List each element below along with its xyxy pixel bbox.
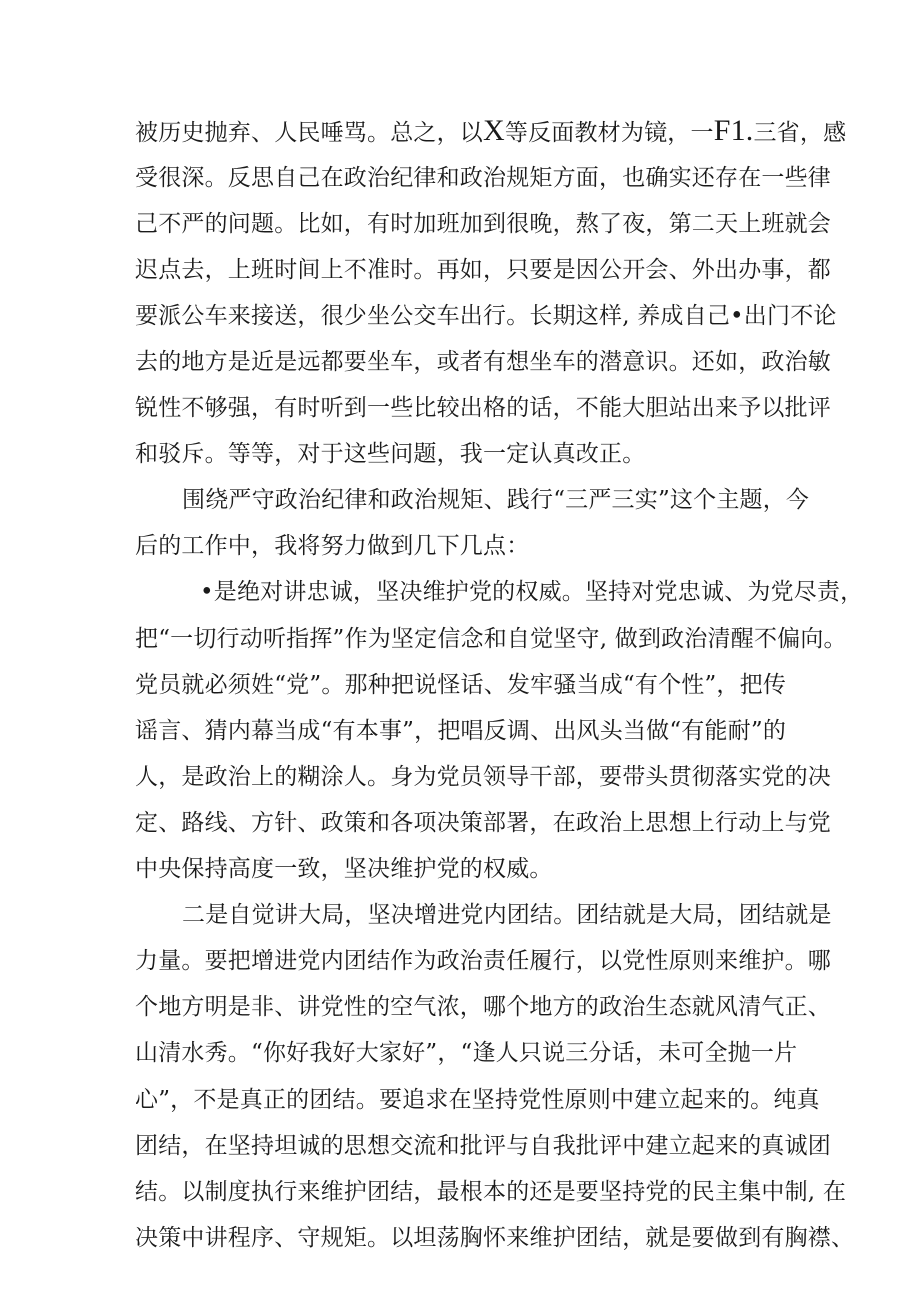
text-line: 决策中讲程序、守规矩。以坦荡胸怀来维护团结，就是要做到有胸襟、 [135,1225,855,1251]
text-line: 定、路线、方针、政策和各项决策部署，在政治上思想上行动上与党 [135,810,831,836]
text-line [135,114,847,147]
text-line: 山清水秀。“你好我好大家好”，“逢人只说三分话，未可全抛一片 [135,1040,798,1066]
text-line: 后的工作中，我将努力做到几下几点： [135,533,530,559]
text-line: 锐性不够强，有时听到一些比较出格的话，不能大胆站出来予以批评 [135,395,831,421]
text-line: 己不严的问题。比如，有时加班加到很晚，熬了夜，第二天上班就会 [135,211,831,237]
text-run-large: F1. [713,114,754,147]
text-run: 被历史抛弃、人民唾骂。总之，以 [135,120,483,146]
text-run: 三省，感 [753,120,847,146]
text-line: 要派公车来接送，很少坐公交车出行。长期这样, 养成自己•出门不论 [135,303,837,329]
text-line: 心”，不是真正的团结。要追求在坚持党性原则中建立起来的。纯真 [135,1087,820,1113]
text-line: 去的地方是近是远都要坐车，或者有想坐车的潜意识。还如，政治敏 [135,349,831,375]
text-line: 把“一切行动听指挥”作为坚定信念和自觉坚守, 做到政治清醒不偏向。 [135,626,847,652]
text-line: 个地方明是非、讲党性的空气浓，哪个地方的政治生态就风清气正、 [135,994,831,1020]
text-line: 中央保持高度一致，坚决维护党的权威。 [135,856,553,882]
text-line: 二是自觉讲大局，坚决增进党内团结。团结就是大局，团结就是 [182,902,832,928]
text-run-large: X [483,114,505,147]
text-line: 受很深。反思自己在政治纪律和政治规矩方面，也确实还存在一些律 [135,165,831,191]
text-line: 和驳斥。等等，对于这些问题，我一定认真改正。 [135,441,646,467]
text-line: 团结，在坚持坦诚的思想交流和批评与自我批评中建立起来的真诚团 [135,1133,831,1159]
text-line: 结。以制度执行来维护团结，最根本的还是要坚持党的民主集中制, 在 [135,1179,847,1205]
text-line: 力量。要把增进党内团结作为政治责任履行，以党性原则来维护。哪 [135,948,831,974]
text-line: 人，是政治上的糊涂人。身为党员领导干部，要带头贯彻落实党的决 [135,764,831,790]
text-line: 围绕严守政治纪律和政治规矩、践行“三严三实”这个主题，今 [182,487,810,513]
text-line: 党员就必须姓“党”。那种把说怪话、发牢骚当成“有个性”，把传 [135,672,787,698]
text-run: 等反面教材为镜，一 [504,120,714,146]
text-line: 迟点去，上班时间上不准时。再如，只要是因公开会、外出办事，都 [135,257,831,283]
text-line: •是绝对讲忠诚，坚决维护党的权威。坚持对党忠诚、为党尽责， [200,579,864,605]
text-line: 谣言、猜内幕当成“有本事”，把唱反调、出风头当做“有能耐”的 [135,718,787,744]
